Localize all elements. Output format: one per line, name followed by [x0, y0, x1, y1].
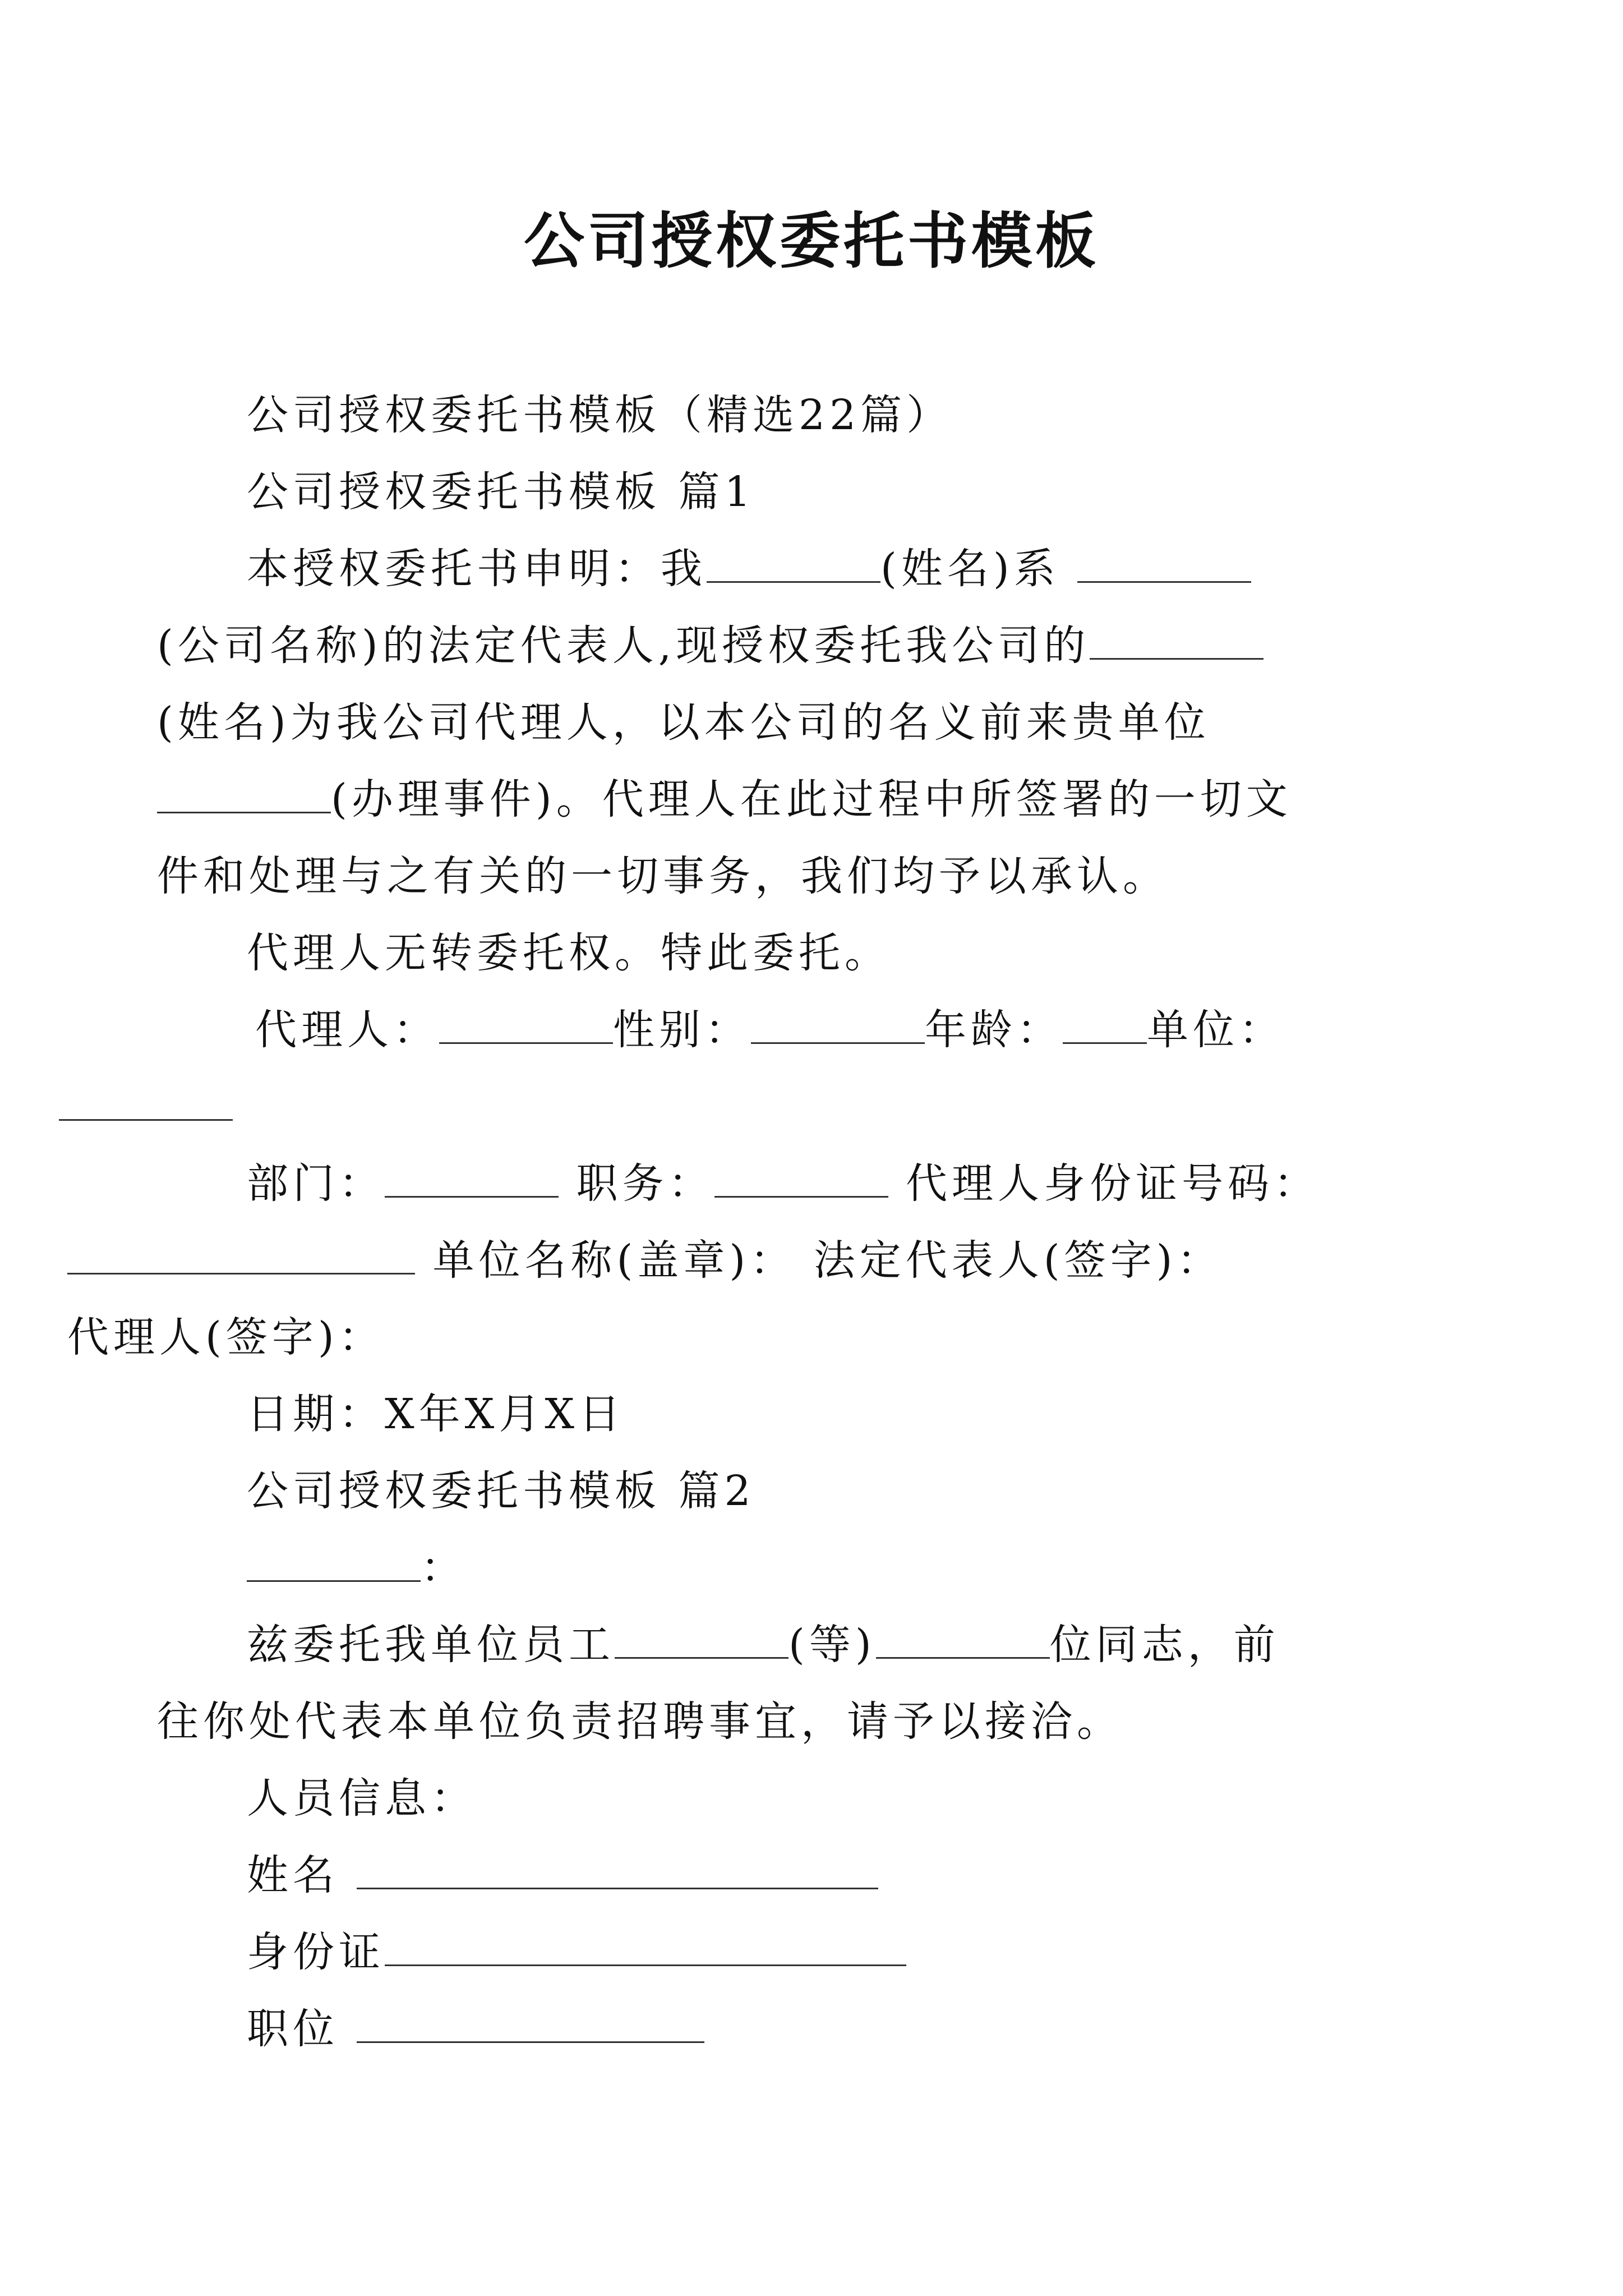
field-label: 姓名	[247, 1851, 357, 1899]
unit-blank	[59, 1085, 233, 1121]
date-line: 日期：X年X月X日	[247, 1390, 625, 1438]
title-blank	[714, 1162, 888, 1198]
count-blank	[876, 1623, 1050, 1659]
info-label: 人员信息：	[247, 1774, 477, 1823]
position-blank	[357, 2008, 704, 2043]
text-run: 位同志，前往你处代表本单位负责招聘事宜，请予以接洽。	[157, 1621, 1280, 1746]
blank-agent-name-line	[1090, 624, 1264, 660]
section-2-paragraph-1	[157, 1607, 1301, 1760]
field-label: 代理人(签字)：	[67, 1313, 385, 1361]
field-label: 年龄：	[925, 1006, 1063, 1054]
document-heading: 公司授权委托书模板（精选22篇）	[247, 391, 953, 439]
dept-blank	[385, 1162, 559, 1198]
field-label: 代理人身份证号码：	[888, 1159, 1320, 1208]
text-run: 兹委托我单位员工	[247, 1621, 615, 1669]
field-label: 职位	[247, 2005, 357, 2053]
field-label: 性别：	[613, 1006, 751, 1054]
employee-blank	[615, 1623, 789, 1659]
section-1-heading: 公司授权委托书模板 篇1	[247, 468, 755, 516]
section-1-paragraph-1	[157, 531, 1301, 915]
agent-blank	[439, 1009, 613, 1044]
blank-company-line	[1077, 547, 1251, 583]
id-blank	[67, 1239, 415, 1274]
field-label: 单位：	[1147, 1006, 1285, 1054]
section-1-paragraph-2: 代理人无转委托权。特此委托。	[247, 929, 891, 977]
agent-fields-line	[157, 992, 1324, 1145]
text-run: (等)	[789, 1621, 876, 1669]
blank-name-line	[707, 547, 880, 583]
dept-fields-line	[67, 1145, 1324, 1376]
field-label: 部门：	[247, 1159, 385, 1208]
id-number-blank	[385, 1931, 906, 1966]
text-run: 本授权委托书申明：我	[247, 545, 707, 593]
text-run: (姓名)系	[880, 545, 1078, 593]
document-title: 公司授权委托书模板	[523, 206, 1099, 277]
age-blank	[1063, 1009, 1147, 1044]
recipient-blank	[247, 1547, 421, 1582]
text-run: (姓名)为我公司代理人，以本公司的名义前来贵单位	[157, 698, 1210, 747]
text-run: (办理事件)。代理人在此过程中所签署的一切文件和处理与之有关的一切事务，我们均予以承认。	[157, 775, 1292, 900]
id-line	[247, 1914, 1391, 1991]
field-label: 身份证	[247, 1928, 385, 1976]
field-label: 代理人：	[255, 1006, 439, 1054]
text-run: (公司名称)的法定代表人,现授权委托我公司的	[157, 622, 1090, 670]
text-run: ：	[421, 1544, 467, 1592]
position-line	[247, 1991, 1391, 2068]
name-line	[247, 1837, 1391, 1914]
field-label: 职务：	[559, 1159, 714, 1208]
field-label: 单位名称(盖章)： 法定代表人(签字)：	[415, 1236, 1223, 1285]
gender-blank	[751, 1009, 925, 1044]
section-2-heading: 公司授权委托书模板 篇2	[247, 1467, 755, 1515]
blank-matter-line	[157, 778, 331, 813]
name-blank	[357, 1854, 878, 1889]
document-body	[67, 377, 1391, 2068]
salutation-line	[247, 1530, 1391, 1607]
